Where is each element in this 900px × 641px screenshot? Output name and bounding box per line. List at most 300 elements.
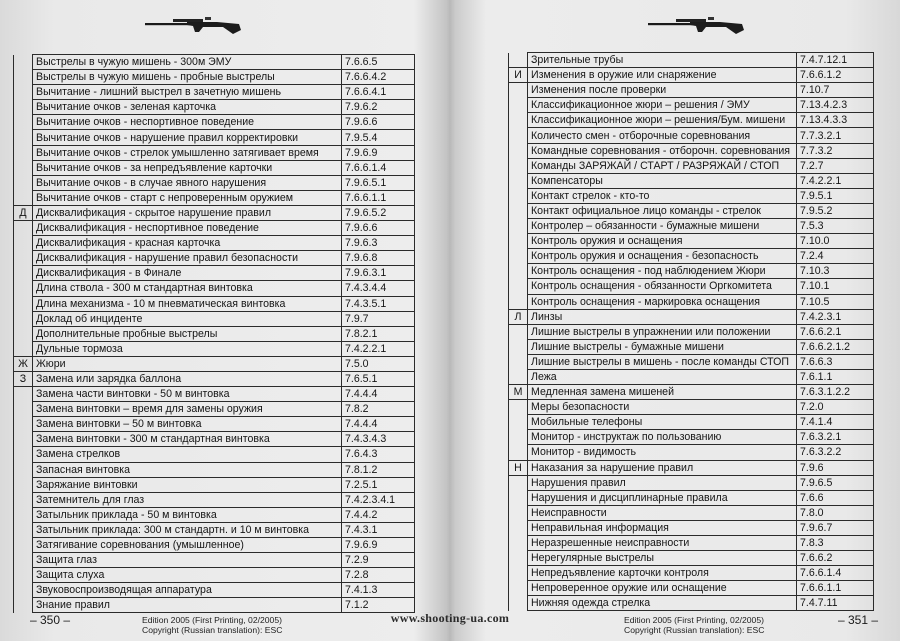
index-row [14,85,415,100]
index-reference: 7.9.6.9 [342,145,415,160]
index-row [14,266,415,281]
copyright-line: Copyright (Russian translation): ESC [624,625,765,635]
index-term: Медленная замена мишеней [528,385,797,400]
index-reference: 7.6.5.1 [342,371,415,386]
index-letter [509,400,528,415]
index-reference: 7.4.2.2.1 [342,341,415,356]
index-letter [509,234,528,249]
index-reference: 7.4.1.3 [342,583,415,598]
index-reference: 7.9.6.2 [342,100,415,115]
index-letter [14,266,33,281]
index-row [509,249,874,264]
index-reference: 7.6.6.2 [797,551,874,566]
index-row [509,490,874,505]
index-row [509,400,874,415]
index-row [509,339,874,354]
index-term: Замена или зарядка баллона [33,371,342,386]
index-letter [509,143,528,158]
index-term: Дисквалификация - неспортивное поведение [33,221,342,236]
index-row [14,538,415,553]
index-table-right [508,52,874,611]
index-letter [14,221,33,236]
index-letter [509,83,528,98]
index-term: Замена винтовки – время для замены оружия [33,402,342,417]
index-reference: 7.4.7.11 [797,596,874,611]
index-letter [14,85,33,100]
index-reference: 7.6.6.1.4 [797,566,874,581]
index-reference: 7.4.3.1 [342,522,415,537]
index-term: Замена винтовки - 300 м стандартная винтовка [33,432,342,447]
index-row [509,203,874,218]
index-row [509,445,874,460]
index-term: Выстрелы в чужую мишень - 300м ЭМУ [33,55,342,70]
index-reference: 7.7.3.2.1 [797,128,874,143]
index-row [509,234,874,249]
index-row [14,402,415,417]
index-term: Количесто смен - отборочные соревнования [528,128,797,143]
index-reference: 7.6.6.4.2 [342,70,415,85]
index-row [14,296,415,311]
index-letter [14,251,33,266]
index-letter [14,190,33,205]
index-letter: Н [509,460,528,475]
index-row [509,385,874,400]
index-letter [14,341,33,356]
index-term: Дополнительные пробные выстрелы [33,326,342,341]
index-term: Классификационное жюри – решения/Бум. мишени [528,113,797,128]
index-term: Непроверенное оружие или оснащение [528,581,797,596]
index-term: Дисквалификация - скрытое нарушение правил [33,205,342,220]
index-reference: 7.6.6 [797,490,874,505]
index-letter [509,596,528,611]
page-351 [450,0,900,641]
index-term: Неправильная информация [528,520,797,535]
rifle-icon [646,14,746,36]
index-term: Выстрелы в чужую мишень - пробные выстрелы [33,70,342,85]
index-letter [14,311,33,326]
index-letter [14,462,33,477]
copyright-line: Copyright (Russian translation): ESC [142,625,283,635]
index-letter [14,175,33,190]
index-letter [14,553,33,568]
index-term: Дисквалификация - нарушение правил безопасности [33,251,342,266]
index-reference: 7.9.5.1 [797,188,874,203]
index-row [14,55,415,70]
index-term: Нерегулярные выстрелы [528,551,797,566]
index-reference: 7.6.6.5 [342,55,415,70]
index-letter [14,402,33,417]
index-term: Жюри [33,356,342,371]
index-term: Нарушения и дисциплинарные правила [528,490,797,505]
index-row [509,354,874,369]
index-reference: 7.6.6.1.1 [342,190,415,205]
index-reference: 7.2.8 [342,568,415,583]
index-row [14,175,415,190]
index-letter [509,445,528,460]
index-row [509,294,874,309]
index-reference: 7.6.3.2.1 [797,430,874,445]
index-reference: 7.6.6.1.1 [797,581,874,596]
index-row [14,417,415,432]
index-letter [14,417,33,432]
index-reference: 7.6.6.4.1 [342,85,415,100]
index-reference: 7.9.7 [342,311,415,326]
index-letter [14,130,33,145]
index-letter [509,430,528,445]
index-letter [14,100,33,115]
index-reference: 7.5.0 [342,356,415,371]
index-reference: 7.10.3 [797,264,874,279]
rifle-icon [143,14,243,36]
index-row [509,460,874,475]
watermark-link[interactable]: www.shooting-ua.com [390,611,510,625]
index-term: Контроль оснащения - под наблюдением Жюри [528,264,797,279]
index-term: Команды ЗАРЯЖАЙ / СТАРТ / РАЗРЯЖАЙ / СТОП [528,158,797,173]
index-term: Затемнитель для глаз [33,492,342,507]
index-row [509,475,874,490]
index-row [509,324,874,339]
index-term: Неисправности [528,505,797,520]
index-reference: 7.9.6.5.2 [342,205,415,220]
index-letter [509,369,528,384]
index-letter [14,326,33,341]
index-letter [14,522,33,537]
index-reference: 7.1.2 [342,598,415,613]
index-row [14,236,415,251]
index-reference: 7.9.6.3 [342,236,415,251]
index-letter [14,236,33,251]
index-term: Командные соревнования - отборочн. соревнования [528,143,797,158]
index-row [509,536,874,551]
page-number: – 350 – [30,613,71,627]
index-row [14,432,415,447]
index-reference: 7.4.4.4 [342,387,415,402]
index-term: Длина механизма - 10 м пневматическая винтовка [33,296,342,311]
index-reference: 7.10.1 [797,279,874,294]
index-reference: 7.6.6.1.2 [797,68,874,83]
index-row [509,415,874,430]
index-table-left [13,54,415,613]
index-letter [509,173,528,188]
index-letter [509,98,528,113]
index-reference: 7.8.1.2 [342,462,415,477]
index-letter [14,432,33,447]
index-term: Линзы [528,309,797,324]
index-reference: 7.6.4.3 [342,447,415,462]
index-term: Неразрешенные неисправности [528,536,797,551]
index-letter [509,324,528,339]
index-reference: 7.6.6.1.4 [342,160,415,175]
index-letter [509,249,528,264]
index-term: Затыльник приклада - 50 м винтовка [33,507,342,522]
index-reference: 7.13.4.3.3 [797,113,874,128]
index-letter [14,507,33,522]
index-term: Замена части винтовки - 50 м винтовка [33,387,342,402]
index-reference: 7.2.5.1 [342,477,415,492]
index-term: Защита слуха [33,568,342,583]
index-letter [509,566,528,581]
index-row [14,583,415,598]
index-term: Монитор - инструктаж по пользованию [528,430,797,445]
index-letter [14,538,33,553]
index-term: Дисквалификация - в Финале [33,266,342,281]
index-term: Замена винтовки – 50 м винтовка [33,417,342,432]
index-reference: 7.10.7 [797,83,874,98]
index-row [509,158,874,173]
index-term: Затыльник приклада: 300 м стандартн. и 10 м винтовка [33,522,342,537]
index-letter [14,387,33,402]
index-letter [14,145,33,160]
index-term: Компенсаторы [528,173,797,188]
index-term: Вычитание очков - старт с непроверенным оружием [33,190,342,205]
index-row [509,551,874,566]
index-letter [14,281,33,296]
index-letter [509,415,528,430]
index-reference: 7.6.3.1.2.2 [797,385,874,400]
index-row [14,145,415,160]
index-reference: 7.4.1.4 [797,415,874,430]
index-term: Лишние выстрелы в мишень - после команды СТОП [528,354,797,369]
index-letter: Л [509,309,528,324]
index-reference: 7.4.2.3.1 [797,309,874,324]
index-reference: 7.8.2.1 [342,326,415,341]
index-row [509,68,874,83]
index-term: Лежа [528,369,797,384]
index-row [14,115,415,130]
index-term: Зрительные трубы [528,53,797,68]
index-reference: 7.9.6.5 [797,475,874,490]
index-reference: 7.4.7.12.1 [797,53,874,68]
index-letter [509,520,528,535]
index-letter [14,568,33,583]
index-term: Вычитание очков - неспортивное поведение [33,115,342,130]
index-reference: 7.4.3.4.3 [342,432,415,447]
index-row [14,447,415,462]
index-letter [509,203,528,218]
index-row [14,326,415,341]
index-term: Длина ствола - 300 м стандартная винтовка [33,281,342,296]
index-letter [509,551,528,566]
index-row [509,113,874,128]
index-reference: 7.10.5 [797,294,874,309]
index-term: Вычитание очков - стрелок умышленно затягивает время [33,145,342,160]
index-reference: 7.4.2.2.1 [797,173,874,188]
index-row [509,143,874,158]
index-term: Заряжание винтовки [33,477,342,492]
index-letter [14,492,33,507]
index-reference: 7.9.6.7 [797,520,874,535]
index-term: Монитор - видимость [528,445,797,460]
index-term: Контроль оснащения - обязанности Оргкомитета [528,279,797,294]
index-reference: 7.8.2 [342,402,415,417]
index-reference: 7.4.4.4 [342,417,415,432]
index-reference: 7.9.6.8 [342,251,415,266]
index-letter [509,158,528,173]
index-term: Контролер – обязанности - бумажные мишени [528,219,797,234]
index-row [509,83,874,98]
index-row [14,387,415,402]
index-reference: 7.8.3 [797,536,874,551]
index-term: Знание правил [33,598,342,613]
index-row [14,568,415,583]
index-term: Лишние выстрелы в упражнении или положении [528,324,797,339]
index-letter [509,128,528,143]
index-row [14,371,415,386]
index-letter [509,354,528,369]
index-letter: И [509,68,528,83]
index-letter [509,264,528,279]
index-reference: 7.7.3.2 [797,143,874,158]
index-row [509,581,874,596]
index-row [14,341,415,356]
index-letter [14,583,33,598]
index-row [509,505,874,520]
index-letter [509,536,528,551]
page-number: – 351 – [838,613,879,627]
index-reference: 7.5.3 [797,219,874,234]
index-row [509,128,874,143]
index-letter [14,477,33,492]
index-row [14,100,415,115]
index-letter [14,115,33,130]
index-letter [509,581,528,596]
index-letter [509,113,528,128]
index-reference: 7.9.5.4 [342,130,415,145]
index-reference: 7.2.4 [797,249,874,264]
index-reference: 7.9.6.6 [342,115,415,130]
index-term: Контроль оружия и оснащения - безопасность [528,249,797,264]
index-letter [509,505,528,520]
index-reference: 7.9.6 [797,460,874,475]
index-letter [14,296,33,311]
index-row [14,462,415,477]
index-reference: 7.6.6.2.1 [797,324,874,339]
index-row [14,221,415,236]
index-reference: 7.6.1.1 [797,369,874,384]
index-row [509,219,874,234]
index-row [509,520,874,535]
index-letter [509,490,528,505]
index-row [509,188,874,203]
index-reference: 7.8.0 [797,505,874,520]
index-row [14,553,415,568]
index-letter: М [509,385,528,400]
index-letter: Д [14,205,33,220]
index-term: Наказания за нарушение правил [528,460,797,475]
index-reference: 7.9.6.6 [342,221,415,236]
index-term: Мобильные телефоны [528,415,797,430]
index-row [509,369,874,384]
edition-line: Edition 2005 (First Printing, 02/2005) [624,615,764,625]
index-letter [509,294,528,309]
index-letter: Ж [14,356,33,371]
index-letter [14,55,33,70]
index-reference: 7.9.5.2 [797,203,874,218]
index-term: Контроль оснащения - маркировка оснащения [528,294,797,309]
index-term: Замена стрелков [33,447,342,462]
index-letter [509,53,528,68]
index-row [14,70,415,85]
index-term: Контакт официальное лицо команды - стрелок [528,203,797,218]
index-reference: 7.10.0 [797,234,874,249]
index-term: Доклад об инциденте [33,311,342,326]
index-row [14,507,415,522]
index-term: Контакт стрелок - кто-то [528,188,797,203]
index-reference: 7.6.3.2.2 [797,445,874,460]
index-row [509,430,874,445]
index-term: Нарушения правил [528,475,797,490]
index-letter [14,70,33,85]
index-term: Классификационное жюри – решения / ЭМУ [528,98,797,113]
index-reference: 7.2.0 [797,400,874,415]
index-term: Лишние выстрелы - бумажные мишени [528,339,797,354]
index-letter [509,339,528,354]
index-letter [509,475,528,490]
index-term: Вычитание очков - нарушение правил корректировки [33,130,342,145]
index-reference: 7.9.6.9 [342,538,415,553]
index-row [14,281,415,296]
index-letter [509,279,528,294]
index-row [509,596,874,611]
index-row [509,566,874,581]
index-reference: 7.4.3.4.4 [342,281,415,296]
index-row [14,492,415,507]
index-term: Контроль оружия и оснащения [528,234,797,249]
index-row [509,264,874,279]
index-term: Вычитание - лишний выстрел в зачетную мишень [33,85,342,100]
index-row [14,477,415,492]
index-reference: 7.4.3.5.1 [342,296,415,311]
index-row [14,205,415,220]
index-letter [509,188,528,203]
index-letter: З [14,371,33,386]
index-reference: 7.4.4.2 [342,507,415,522]
index-row [14,311,415,326]
index-row [509,279,874,294]
index-reference: 7.6.6.2.1.2 [797,339,874,354]
index-term: Запасная винтовка [33,462,342,477]
index-term: Дульные тормоза [33,341,342,356]
index-row [509,173,874,188]
index-term: Защита глаз [33,553,342,568]
index-term: Изменения после проверки [528,83,797,98]
index-term: Вычитание очков - в случае явного нарушения [33,175,342,190]
index-row [14,130,415,145]
index-reference: 7.2.9 [342,553,415,568]
index-row [509,98,874,113]
index-term: Дисквалификация - красная карточка [33,236,342,251]
index-row [14,522,415,537]
index-letter [14,447,33,462]
index-reference: 7.9.6.3.1 [342,266,415,281]
index-letter [14,160,33,175]
index-term: Нижняя одежда стрелка [528,596,797,611]
index-reference: 7.6.6.3 [797,354,874,369]
index-term: Вычитание очков - за непредъявление карточки [33,160,342,175]
index-row [14,160,415,175]
index-term: Непредъявление карточки контроля [528,566,797,581]
index-reference: 7.9.6.5.1 [342,175,415,190]
index-reference: 7.2.7 [797,158,874,173]
index-term: Изменения в оружие или снаряжение [528,68,797,83]
index-reference: 7.13.4.2.3 [797,98,874,113]
index-term: Звуковоспроизводящая аппаратура [33,583,342,598]
index-row [14,190,415,205]
index-row [14,356,415,371]
edition-line: Edition 2005 (First Printing, 02/2005) [142,615,282,625]
index-row [509,53,874,68]
index-term: Затягивание соревнования (умышленное) [33,538,342,553]
